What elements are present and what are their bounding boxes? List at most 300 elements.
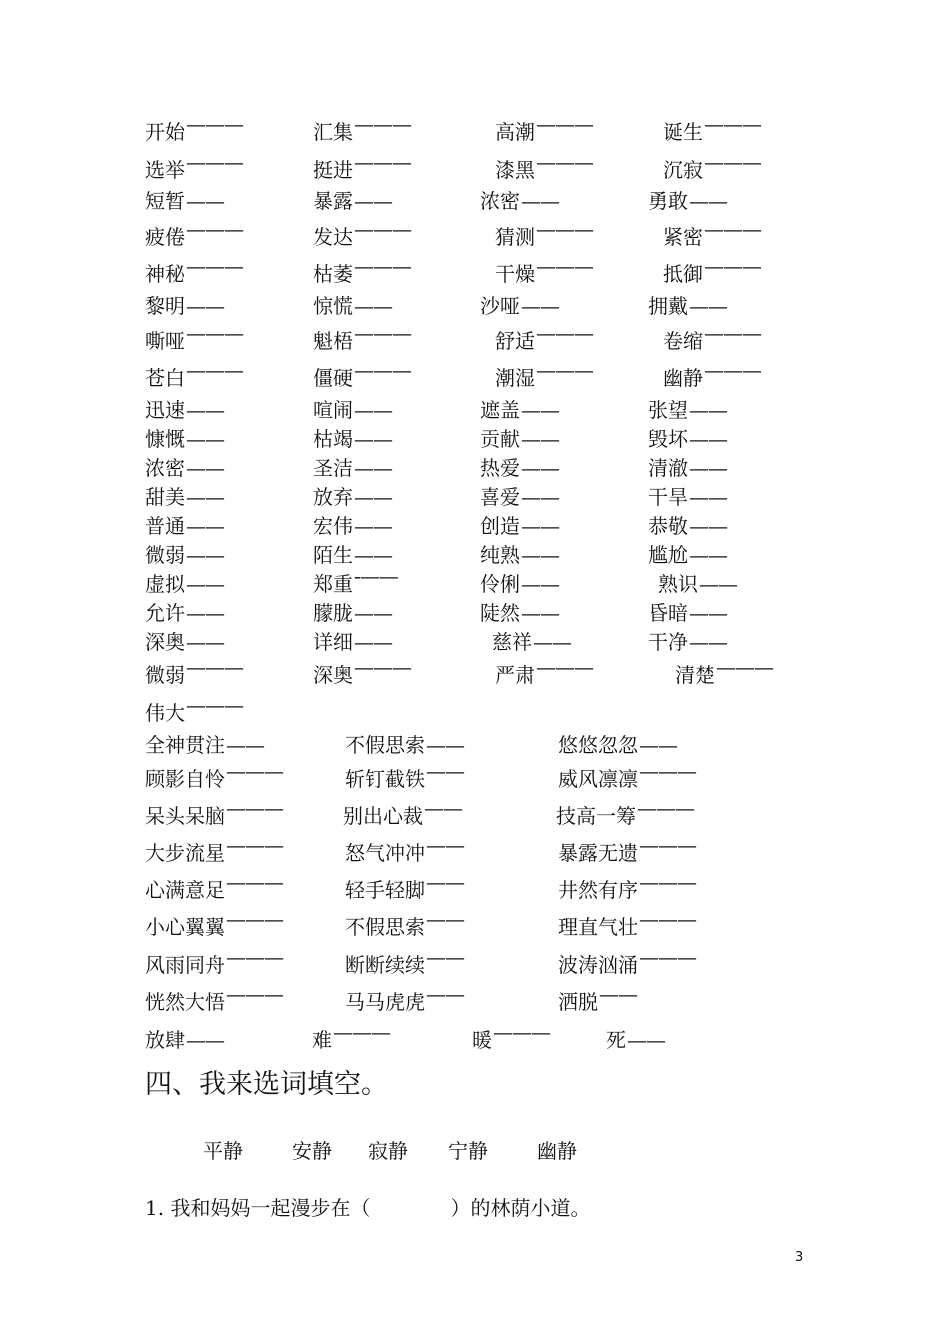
word-text: 毁坏	[648, 427, 688, 451]
answer-blank: ———	[226, 982, 283, 1006]
word-text: 喧闹	[313, 398, 353, 422]
word-text: 理直气壮	[558, 915, 638, 939]
word-item	[558, 759, 696, 794]
word-item	[313, 112, 411, 147]
word-text: 放肆	[145, 1028, 185, 1052]
word-item	[480, 482, 559, 512]
answer-blank: ———	[536, 254, 593, 278]
answer-blank: ——	[354, 485, 392, 509]
answer-blank: ——	[424, 796, 462, 820]
word-item	[313, 150, 411, 185]
word-item	[145, 796, 283, 831]
answer-blank: ——	[226, 733, 264, 757]
word-item	[313, 511, 392, 541]
word-text: 沙哑	[480, 294, 520, 318]
choice-word: 平静	[203, 1139, 243, 1163]
word-text: 热爱	[480, 456, 520, 480]
word-text: 难	[312, 1028, 332, 1052]
word-item	[480, 291, 559, 321]
word-text: 干燥	[495, 262, 535, 286]
fill-blank-sentence: 1. 我和妈妈一起漫步在（ ）的林荫小道。	[145, 1196, 591, 1220]
word-row	[0, 627, 950, 657]
word-row	[0, 482, 950, 512]
answer-blank: ———	[639, 759, 696, 783]
word-text: 诞生	[663, 120, 703, 144]
word-row	[0, 833, 950, 868]
word-item	[145, 291, 224, 321]
word-item	[313, 186, 392, 216]
word-text: 短暂	[145, 189, 185, 213]
word-text: 伟大	[145, 701, 185, 725]
word-text: 允许	[145, 601, 185, 625]
word-text: 清澈	[648, 456, 688, 480]
answer-blank: ——	[186, 189, 224, 213]
word-text: 心满意足	[145, 878, 225, 902]
word-text: 别出心裁	[343, 804, 423, 828]
word-item	[345, 759, 464, 794]
word-text: 详细	[313, 630, 353, 654]
word-item	[648, 453, 727, 483]
word-text: 挺进	[313, 158, 353, 182]
choice-word: 安静	[292, 1139, 332, 1163]
word-row	[0, 598, 950, 628]
answer-blank: ——	[186, 543, 224, 567]
answer-blank: ——	[689, 189, 727, 213]
answer-blank: ———	[704, 112, 761, 136]
word-item	[663, 217, 761, 252]
word-item	[648, 511, 727, 541]
word-item	[313, 358, 411, 393]
word-text: 怒气冲冲	[345, 841, 425, 865]
word-text: 枯竭	[313, 427, 353, 451]
word-text: 猜测	[495, 225, 535, 249]
word-item	[145, 321, 243, 356]
word-text: 井然有序	[558, 878, 638, 902]
word-row	[0, 321, 950, 356]
answer-blank: ——	[186, 485, 224, 509]
answer-blank: ——	[426, 945, 464, 969]
answer-blank: ——	[186, 630, 224, 654]
word-item	[343, 796, 462, 831]
choice-word: 幽静	[537, 1139, 577, 1163]
word-text: 迅速	[145, 398, 185, 422]
answer-blank: ——	[186, 398, 224, 422]
word-item	[313, 424, 392, 454]
word-item	[663, 321, 761, 356]
word-text: 暖	[472, 1028, 492, 1052]
answer-blank: ———	[186, 693, 243, 717]
word-item	[495, 254, 593, 289]
word-item	[313, 453, 392, 483]
word-text: 勇敢	[648, 189, 688, 213]
word-row	[0, 655, 950, 690]
word-item	[480, 395, 559, 425]
word-text: 暴露	[313, 189, 353, 213]
word-item	[145, 395, 224, 425]
word-item	[313, 564, 398, 599]
word-row	[0, 358, 950, 393]
word-item	[495, 655, 593, 690]
word-row	[0, 453, 950, 483]
answer-blank: ———	[186, 112, 243, 136]
word-row	[0, 217, 950, 252]
word-item	[495, 358, 593, 393]
word-text: 虚拟	[145, 572, 185, 596]
answer-blank: ——	[521, 601, 559, 625]
word-text: 高潮	[495, 120, 535, 144]
word-item	[345, 907, 464, 942]
answer-blank: ——	[689, 294, 727, 318]
word-text: 陌生	[313, 543, 353, 567]
word-row	[0, 564, 950, 599]
word-item	[145, 759, 283, 794]
answer-blank: -——	[354, 564, 398, 588]
word-text: 斩钉截铁	[345, 767, 425, 791]
answer-blank: ———	[536, 217, 593, 241]
answer-blank: ——	[426, 733, 464, 757]
word-text: 波涛汹涌	[558, 953, 638, 977]
word-row	[0, 186, 950, 216]
answer-blank: ———	[704, 217, 761, 241]
answer-blank: ———	[186, 655, 243, 679]
word-item	[495, 217, 593, 252]
word-text: 风雨同舟	[145, 953, 225, 977]
word-row	[0, 511, 950, 541]
word-text: 伶俐	[480, 572, 520, 596]
word-item	[648, 291, 727, 321]
word-text: 潮湿	[495, 366, 535, 390]
word-item	[145, 358, 243, 393]
answer-blank: ——	[354, 514, 392, 538]
word-item	[145, 945, 283, 980]
answer-blank: ——	[354, 189, 392, 213]
word-item	[145, 540, 224, 570]
word-text: 嘶哑	[145, 329, 185, 353]
answer-blank: ——	[354, 601, 392, 625]
answer-blank: ———	[186, 321, 243, 345]
word-text: 断断续续	[345, 953, 425, 977]
word-item	[313, 655, 411, 690]
answer-blank: ——	[699, 572, 737, 596]
word-text: 慷慨	[145, 427, 185, 451]
word-item	[145, 482, 224, 512]
word-row	[0, 945, 950, 980]
word-text: 顾影自怜	[145, 767, 225, 791]
answer-blank: ——	[689, 514, 727, 538]
word-text: 尴尬	[648, 543, 688, 567]
answer-blank: ——	[426, 907, 464, 931]
word-row	[0, 693, 950, 728]
answer-blank: ——	[627, 1028, 665, 1052]
answer-blank: ——	[689, 543, 727, 567]
answer-blank: ———	[226, 945, 283, 969]
answer-blank: ———	[704, 254, 761, 278]
answer-blank: ———	[536, 112, 593, 136]
word-item	[558, 907, 696, 942]
answer-blank: ——	[354, 456, 392, 480]
answer-blank: ——	[426, 759, 464, 783]
answer-blank: ——	[689, 630, 727, 654]
word-item	[480, 186, 559, 216]
word-text: 甜美	[145, 485, 185, 509]
word-item	[556, 796, 694, 831]
word-item	[480, 569, 559, 599]
answer-blank: ——	[186, 294, 224, 318]
answer-blank: ———	[186, 358, 243, 382]
word-item	[495, 112, 593, 147]
word-item	[345, 833, 464, 868]
word-item	[663, 254, 761, 289]
answer-blank: ——	[186, 1028, 224, 1052]
word-item	[663, 112, 761, 147]
answer-blank: ——	[186, 427, 224, 451]
answer-blank: ———	[536, 358, 593, 382]
word-text: 技高一筹	[556, 804, 636, 828]
word-item	[558, 833, 696, 868]
answer-blank: ———	[493, 1020, 550, 1044]
word-text: 拥戴	[648, 294, 688, 318]
answer-blank: ——	[533, 630, 571, 654]
word-text: 不假思索	[345, 915, 425, 939]
answer-blank: ———	[639, 907, 696, 931]
word-text: 纯熟	[480, 543, 520, 567]
word-text: 开始	[145, 120, 185, 144]
word-text: 全神贯注	[145, 733, 225, 757]
word-text: 深奥	[313, 663, 353, 687]
word-row	[0, 395, 950, 425]
word-row	[0, 150, 950, 185]
word-item	[145, 569, 224, 599]
word-text: 大步流星	[145, 841, 225, 865]
answer-blank: ———	[354, 112, 411, 136]
word-item	[472, 1020, 550, 1055]
word-text: 浓密	[145, 456, 185, 480]
answer-blank: ——	[426, 833, 464, 857]
word-text: 魁梧	[313, 329, 353, 353]
word-text: 不假思索	[345, 733, 425, 757]
word-text: 死	[606, 1028, 626, 1052]
answer-blank: ———	[354, 217, 411, 241]
word-item	[480, 540, 559, 570]
word-text: 清楚	[675, 663, 715, 687]
answer-blank: ——	[521, 456, 559, 480]
word-text: 汇集	[313, 120, 353, 144]
word-text: 洒脱	[558, 990, 598, 1014]
word-text: 黎明	[145, 294, 185, 318]
word-item	[145, 655, 243, 690]
word-text: 喜爱	[480, 485, 520, 509]
word-row	[0, 907, 950, 942]
word-text: 放弃	[313, 485, 353, 509]
answer-blank: ——	[354, 398, 392, 422]
word-item	[145, 1025, 224, 1055]
word-text: 圣洁	[313, 456, 353, 480]
answer-blank: ———	[226, 907, 283, 931]
word-text: 浓密	[480, 189, 520, 213]
word-text: 沉寂	[663, 158, 703, 182]
word-item	[145, 833, 283, 868]
word-item	[145, 112, 243, 147]
word-item	[480, 424, 559, 454]
word-item	[145, 870, 283, 905]
word-row	[0, 982, 950, 1017]
word-text: 干旱	[648, 485, 688, 509]
answer-blank: ———	[716, 655, 773, 679]
word-text: 发达	[313, 225, 353, 249]
word-item	[313, 321, 411, 356]
choice-word: 宁静	[448, 1139, 488, 1163]
word-item	[663, 150, 761, 185]
word-text: 卷缩	[663, 329, 703, 353]
word-item	[658, 569, 737, 599]
word-item	[558, 870, 696, 905]
word-text: 疲倦	[145, 225, 185, 249]
word-item	[313, 598, 392, 628]
word-item	[648, 482, 727, 512]
answer-blank: ———	[186, 254, 243, 278]
word-item	[480, 453, 559, 483]
answer-blank: ———	[226, 833, 283, 857]
word-item	[313, 217, 411, 252]
word-text: 宏伟	[313, 514, 353, 538]
word-text: 小心翼翼	[145, 915, 225, 939]
answer-blank: ——	[689, 398, 727, 422]
answer-blank: ———	[639, 870, 696, 894]
word-row	[0, 112, 950, 147]
word-item	[145, 186, 224, 216]
answer-blank: ——	[689, 601, 727, 625]
answer-blank: ———	[186, 217, 243, 241]
answer-blank: ——	[186, 601, 224, 625]
answer-blank: ——	[354, 294, 392, 318]
word-row	[0, 759, 950, 794]
answer-blank: ——	[186, 456, 224, 480]
word-item	[648, 540, 727, 570]
word-item	[480, 511, 559, 541]
answer-blank: ——	[186, 572, 224, 596]
word-text: 紧密	[663, 225, 703, 249]
word-text: 严肃	[495, 663, 535, 687]
word-text: 干净	[648, 630, 688, 654]
word-row	[0, 1020, 950, 1055]
word-item	[648, 598, 727, 628]
answer-blank: ——	[689, 485, 727, 509]
word-text: 惊慌	[313, 294, 353, 318]
word-text: 恭敬	[648, 514, 688, 538]
word-text: 熟识	[658, 572, 698, 596]
answer-blank: ——	[521, 294, 559, 318]
word-item	[345, 870, 464, 905]
answer-blank: ——	[639, 733, 677, 757]
answer-blank: ———	[704, 321, 761, 345]
answer-blank: ——	[521, 485, 559, 509]
word-item	[648, 424, 727, 454]
word-item	[558, 945, 696, 980]
answer-blank: ———	[704, 150, 761, 174]
answer-blank: ——	[521, 189, 559, 213]
word-text: 陡然	[480, 601, 520, 625]
word-row	[0, 291, 950, 321]
answer-blank: ———	[536, 150, 593, 174]
word-row	[0, 870, 950, 905]
page-number: 3	[795, 1250, 804, 1265]
word-item	[145, 254, 243, 289]
word-item	[345, 945, 464, 980]
word-item	[480, 598, 559, 628]
word-text: 选举	[145, 158, 185, 182]
word-text: 慈祥	[492, 630, 532, 654]
word-text: 僵硬	[313, 366, 353, 390]
answer-blank: ———	[639, 833, 696, 857]
section-heading: 四、我来选词填空。	[145, 1069, 388, 1100]
answer-blank: ———	[354, 150, 411, 174]
word-text: 漆黑	[495, 158, 535, 182]
word-text: 枯萎	[313, 262, 353, 286]
word-item	[558, 982, 637, 1017]
answer-blank: ———	[536, 321, 593, 345]
word-row	[0, 424, 950, 454]
word-text: 威风凛凛	[558, 767, 638, 791]
word-text: 暴露无遗	[558, 841, 638, 865]
answer-blank: ———	[226, 796, 283, 820]
answer-blank: ——	[521, 398, 559, 422]
word-text: 抵御	[663, 262, 703, 286]
word-text: 舒适	[495, 329, 535, 353]
answer-blank: ———	[639, 945, 696, 969]
answer-blank: ——	[186, 514, 224, 538]
answer-blank: ———	[354, 358, 411, 382]
word-text: 恍然大悟	[145, 990, 225, 1014]
word-text: 普通	[145, 514, 185, 538]
answer-blank: ———	[333, 1020, 390, 1044]
answer-blank: ——	[521, 572, 559, 596]
word-text: 朦胧	[313, 601, 353, 625]
word-item	[345, 982, 464, 1017]
answer-blank: ———	[704, 358, 761, 382]
word-item	[606, 1025, 665, 1055]
answer-blank: ——	[521, 427, 559, 451]
word-choices	[0, 1136, 950, 1166]
answer-blank: ———	[354, 321, 411, 345]
word-item	[145, 693, 243, 728]
answer-blank: ———	[226, 870, 283, 894]
word-text: 郑重	[313, 572, 353, 596]
word-item	[495, 321, 593, 356]
word-text: 马马虎虎	[345, 990, 425, 1014]
word-item	[145, 217, 243, 252]
word-item	[313, 254, 411, 289]
word-text: 微弱	[145, 663, 185, 687]
word-item	[313, 482, 392, 512]
word-text: 创造	[480, 514, 520, 538]
word-row	[0, 540, 950, 570]
answer-blank: ——	[689, 456, 727, 480]
answer-blank: ——	[354, 427, 392, 451]
answer-blank: ——	[354, 543, 392, 567]
word-text: 轻手轻脚	[345, 878, 425, 902]
answer-blank: ——	[689, 427, 727, 451]
word-row	[0, 254, 950, 289]
answer-blank: ———	[637, 796, 694, 820]
word-item	[145, 453, 224, 483]
answer-blank: ———	[536, 655, 593, 679]
word-text: 贡献	[480, 427, 520, 451]
answer-blank: ——	[426, 982, 464, 1006]
word-item	[145, 982, 283, 1017]
word-item	[145, 424, 224, 454]
word-text: 微弱	[145, 543, 185, 567]
word-text: 遮盖	[480, 398, 520, 422]
